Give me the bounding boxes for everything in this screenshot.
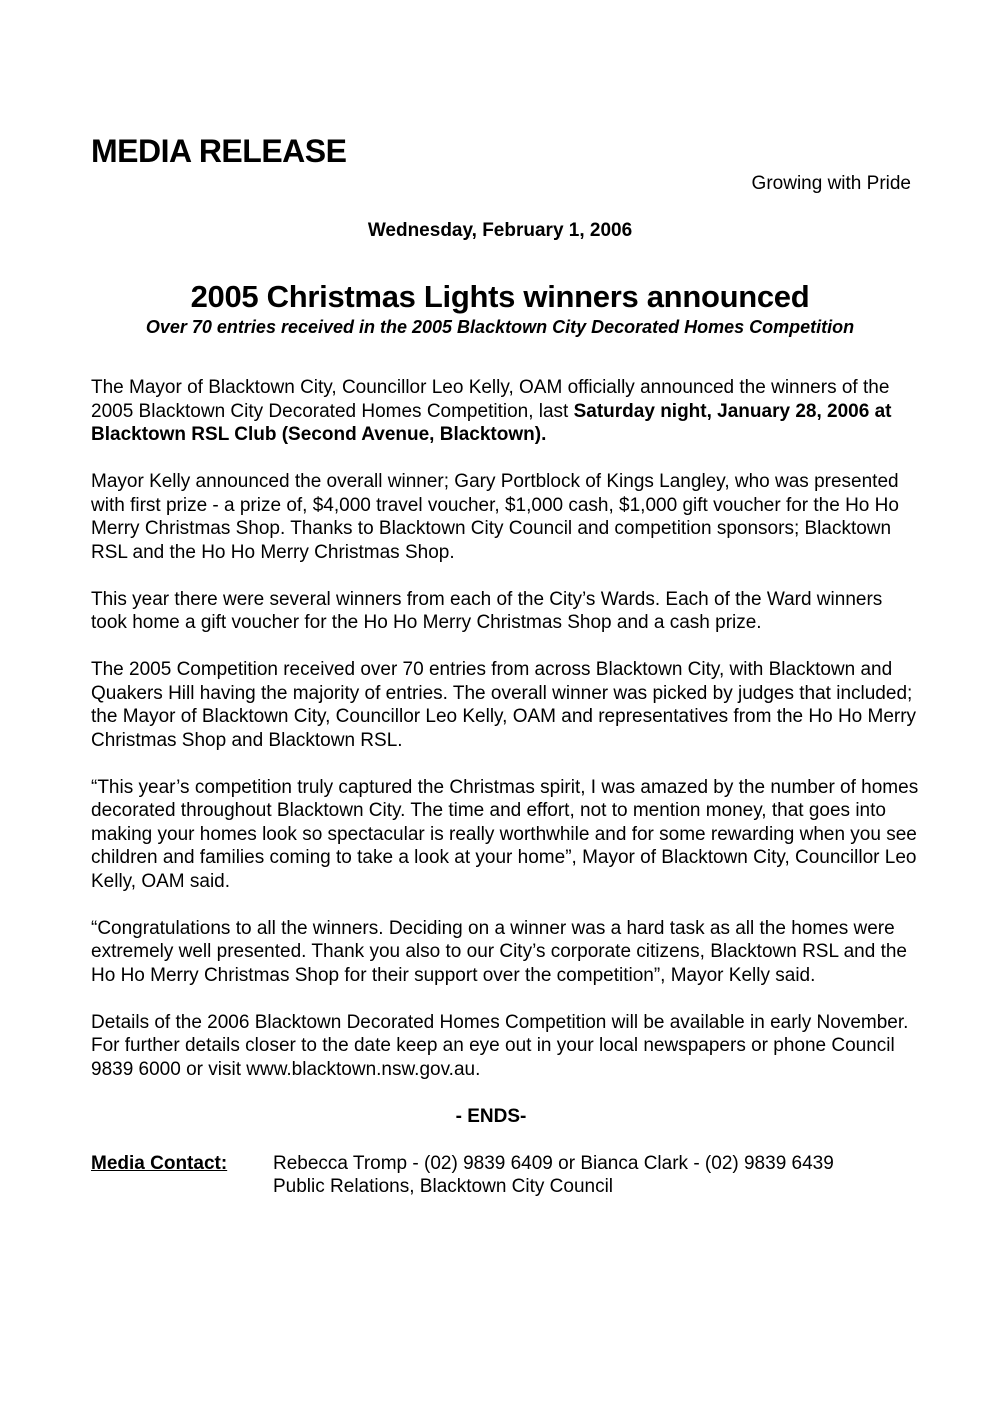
event-details: Saturday night, January 28, 2006 at Blacktown RSL Club (Second Avenue, Blacktown). [91, 400, 892, 445]
contact-names: Rebecca Tromp - (02) 9839 6409 or Bianca Clark - (02) 9839 6439 [273, 1152, 834, 1174]
tagline: Growing with Pride [751, 173, 911, 194]
paragraph-2: Mayor Kelly announced the overall winner; Gary Portblock of Kings Langley, who was presented with first prize - a prize of, $4,000 travel voucher, $1,000 cash, $1,000 gift voucher for the Ho Ho Merry Christmas Shop. Thanks to Blacktown City Council and competition sponsors; Blacktown RSL and the Ho Ho Merry Christmas Shop. [91, 471, 899, 563]
paragraph-6-quote: “Congratulations to all the winners. Deciding on a winner was a hard task as all the homes were extremely well presented. Thank you also to our City’s corporate citizens, Blacktown RSL and the Ho Ho Merry Christmas Shop for their support over the competition”, Mayor Kelly said. [91, 917, 907, 986]
document-title: MEDIA RELEASE [91, 133, 347, 169]
ends-marker: - ENDS- [455, 1105, 527, 1127]
subheadline: Over 70 entries received in the 2005 Blacktown City Decorated Homes Competition [145, 317, 855, 337]
media-contact-label: Media Contact: [91, 1152, 228, 1174]
paragraph-1-text: The Mayor of Blacktown City, Councillor Leo Kelly, OAM officially announced the winners of the 2005 Blacktown City Decorated Homes Competition, last [91, 377, 890, 422]
paragraph-5-quote: “This year’s competition truly captured the Christmas spirit, I was amazed by the number of homes decorated throughout Blacktown City. The time and effort, not to mention money, that goes into making your homes look so spectacular is really worthwhile and for some rewarding when you see children and families coming to take a look at your home”, Mayor of Blacktown City, Councillor Leo Kelly, OAM said. [91, 776, 919, 892]
media-contact-details [273, 1152, 834, 1199]
contact-department: Public Relations, Blacktown City Council [273, 1176, 614, 1197]
paragraph-4: The 2005 Competition received over 70 entries from across Blacktown City, with Blacktown and Quakers Hill having the majority of entries. The overall winner was picked by judges that included; the Mayor of Blacktown City, Councillor Leo Kelly, OAM and representatives from the Ho Ho Merry Christmas Shop and Blacktown RSL. [91, 659, 917, 751]
body-text [91, 376, 921, 1199]
paragraph-3: This year there were several winners from each of the City’s Wards. Each of the Ward winners took home a gift voucher for the Ho Ho Merry Christmas Shop and a cash prize. [91, 588, 883, 633]
headline: 2005 Christmas Lights winners announced [190, 279, 810, 314]
paragraph-7: Details of the 2006 Blacktown Decorated Homes Competition will be available in early November. For further details closer to the date keep an eye out in your local newspapers or phone Council 9839 6000 or visit www.blacktown.nsw.gov.au. [91, 1011, 909, 1080]
release-date: Wednesday, February 1, 2006 [367, 220, 633, 241]
media-contact [91, 1152, 921, 1199]
paragraph-1 [91, 376, 921, 447]
